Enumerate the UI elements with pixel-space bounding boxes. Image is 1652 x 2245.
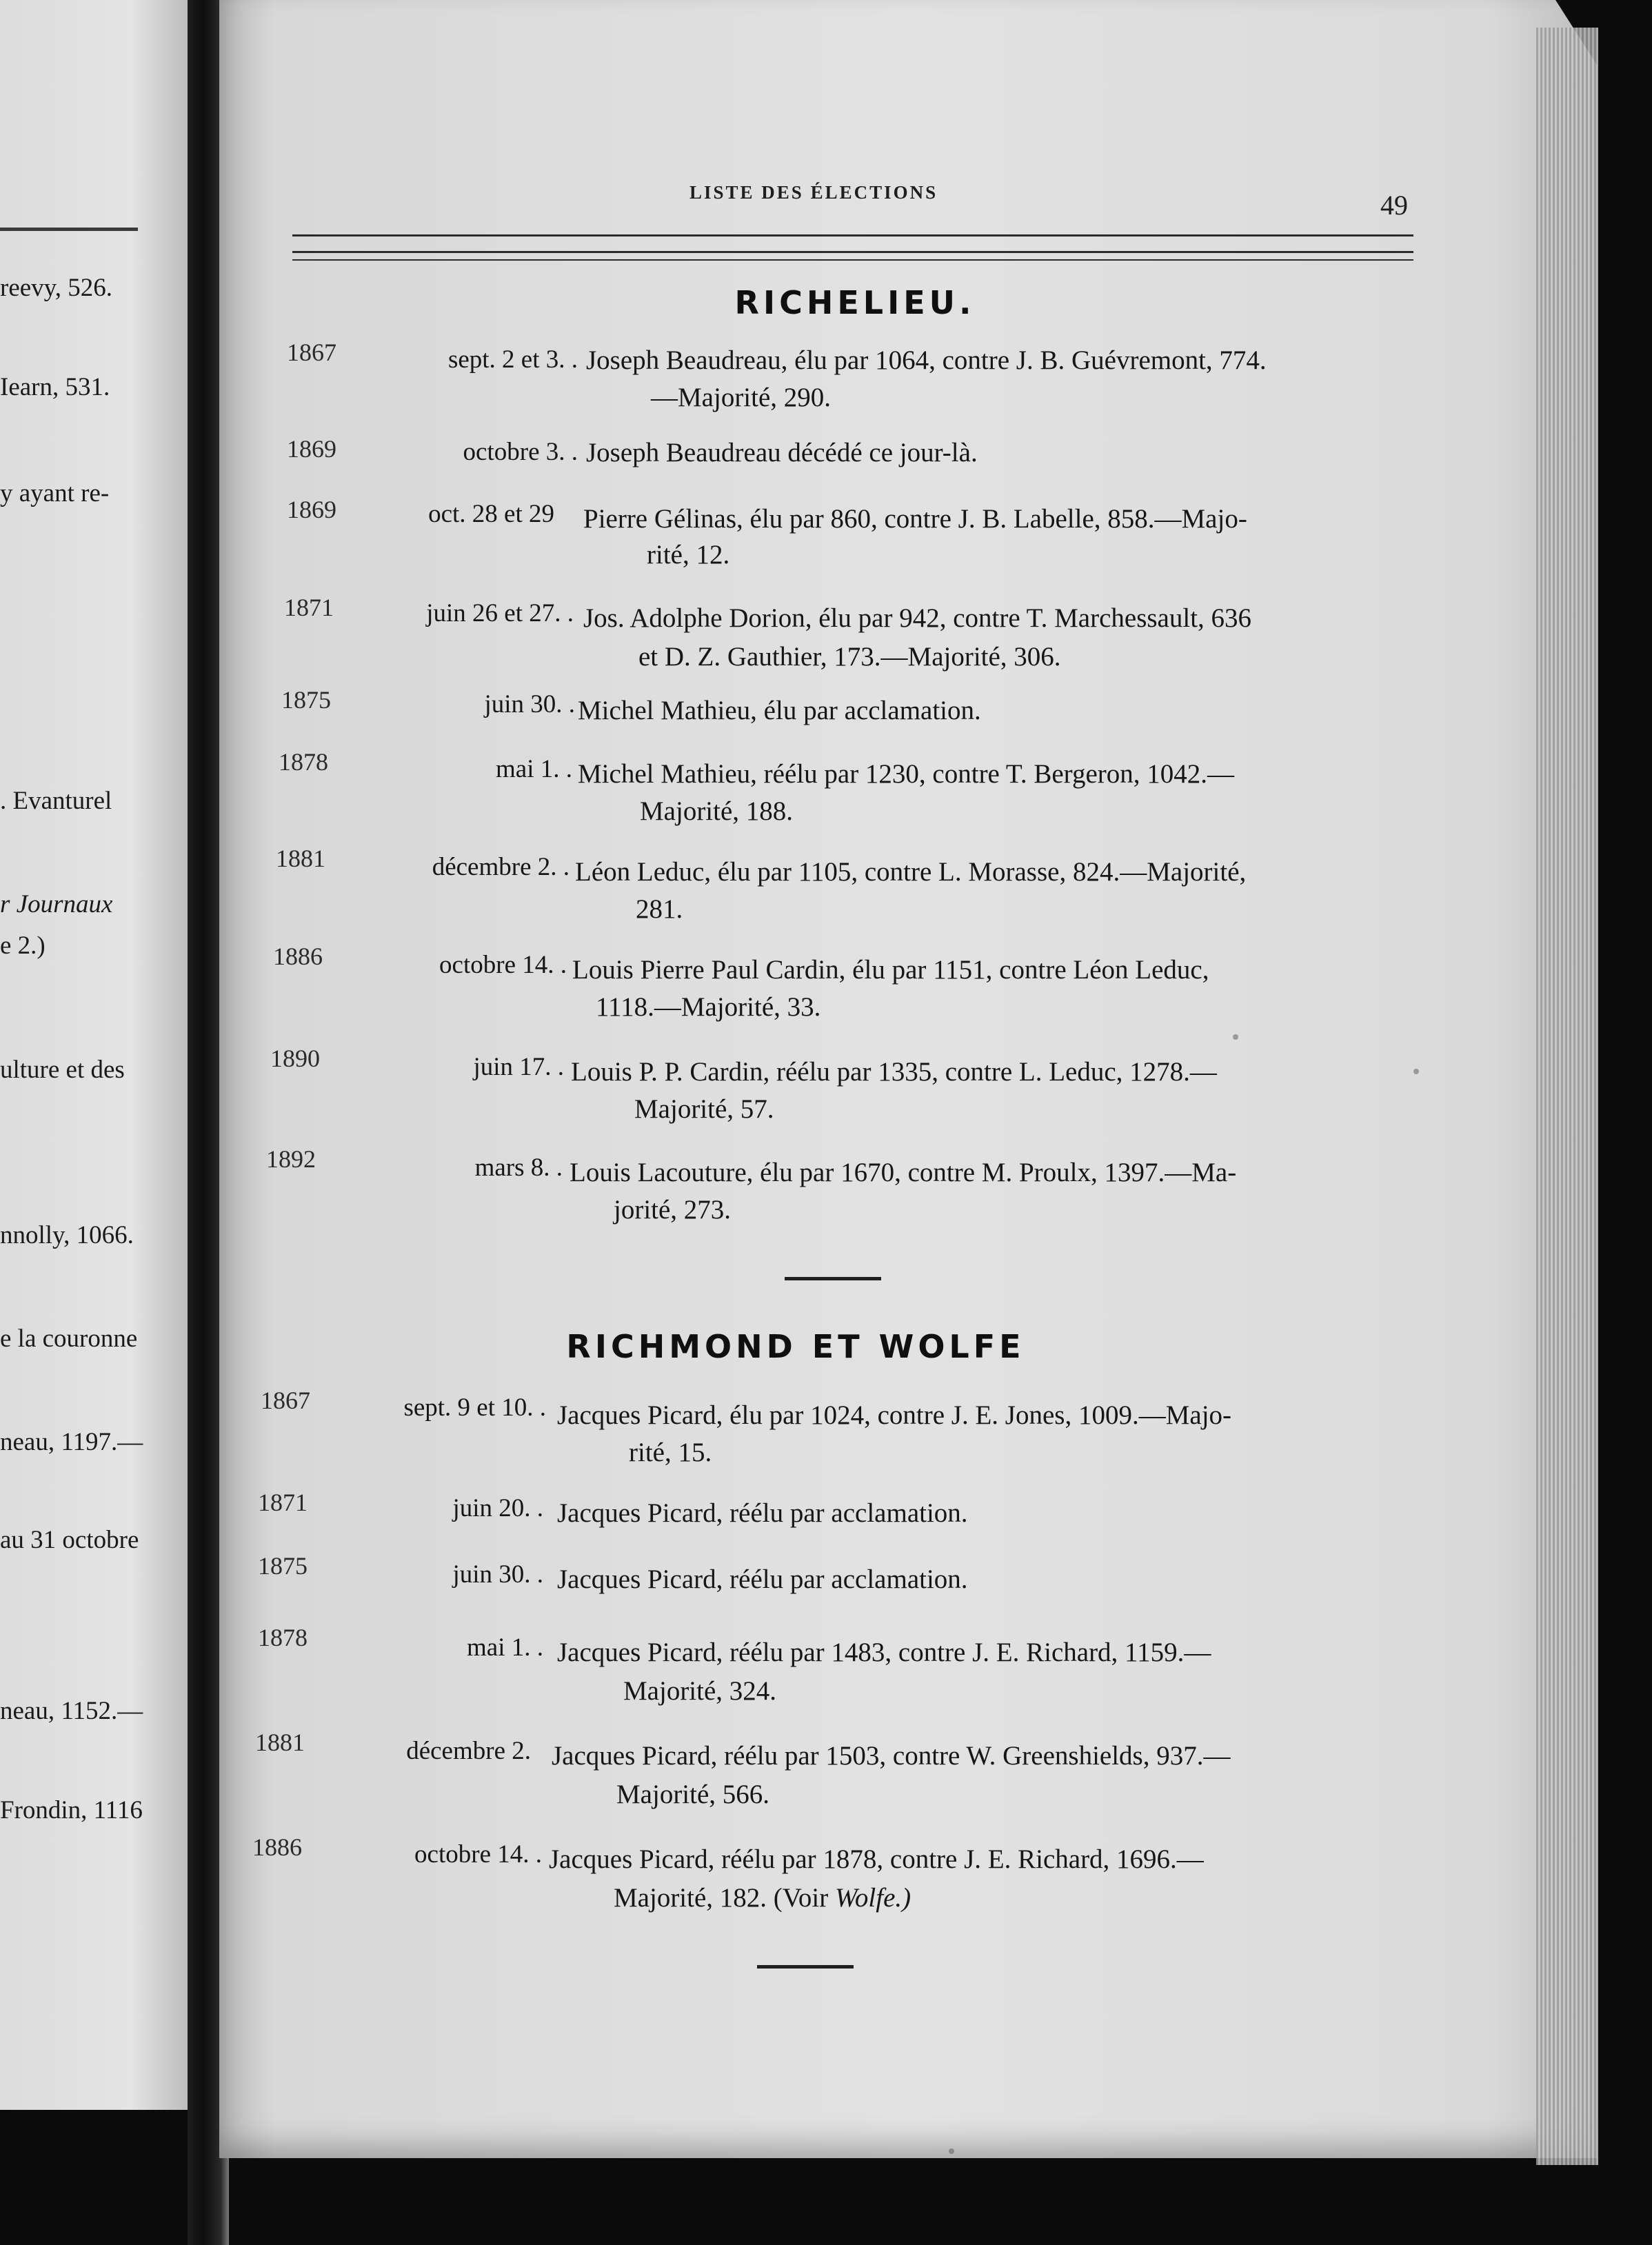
entry-date: mars 8. . xyxy=(474,1154,563,1182)
election-entry xyxy=(0,1145,1597,1227)
entry-text: Joseph Beaudreau, élu par 1064, contre J. B. Guévremont, 774. xyxy=(586,345,1267,375)
entry-year: 1871 xyxy=(258,1489,308,1516)
entry-year: 1871 xyxy=(284,594,334,621)
entry-text-continued: 1118.—Majorité, 33. xyxy=(596,992,821,1022)
entry-text-continued: Majorité, 188. xyxy=(640,796,794,826)
left-page-rule xyxy=(0,228,138,231)
election-entry xyxy=(0,338,1597,421)
left-page-line: e la couronne xyxy=(0,1325,138,1353)
entry-date: juin 20. . xyxy=(452,1494,543,1522)
entry-date: octobre 14. . xyxy=(439,951,567,979)
scan-speck xyxy=(1413,1069,1419,1074)
entry-text: Louis Lacouture, élu par 1670, contre M. Proulx, 1397.—Ma- xyxy=(570,1158,1237,1187)
entry-year: 1869 xyxy=(287,435,336,463)
election-entry xyxy=(0,1833,1597,1915)
entry-year: 1867 xyxy=(261,1387,310,1414)
entry-text: Léon Leduc, élu par 1105, contre L. Morasse, 824.—Majorité, xyxy=(575,857,1247,887)
entry-text: Louis P. P. Cardin, réélu par 1335, contre L. Leduc, 1278.— xyxy=(571,1057,1217,1087)
left-page-line: reevy, 526. xyxy=(0,274,113,302)
entry-year: 1890 xyxy=(270,1045,320,1072)
left-page-line: nnolly, 1066. xyxy=(0,1221,134,1249)
entry-text-continued: jorité, 273. xyxy=(614,1195,732,1225)
election-entry xyxy=(0,1728,1597,1811)
election-entry xyxy=(0,1044,1597,1127)
entry-text-continued: et D. Z. Gauthier, 173.—Majorité, 306. xyxy=(638,642,1061,672)
entry-date: juin 30. . xyxy=(484,690,575,718)
entry-text: Jacques Picard, élu par 1024, contre J. E. Jones, 1009.—Majo- xyxy=(557,1400,1232,1430)
entry-text: Michel Mathieu, réélu par 1230, contre T. Bergeron, 1042.— xyxy=(578,759,1234,789)
left-page-line: . Evanturel xyxy=(0,787,112,815)
election-entry xyxy=(0,1386,1597,1469)
entry-year: 1886 xyxy=(273,943,323,970)
election-entry xyxy=(0,844,1597,927)
left-page-line: neau, 1152.— xyxy=(0,1697,143,1725)
entry-text: Jacques Picard, réélu par acclamation. xyxy=(557,1498,968,1528)
entry-year: 1881 xyxy=(276,845,325,872)
entry-text-continued xyxy=(614,1882,911,1913)
left-page-line: neau, 1197.— xyxy=(0,1428,143,1456)
left-page-line: Frondin, 1116 xyxy=(0,1796,143,1824)
election-entry xyxy=(0,495,1597,578)
entry-text: Jacques Picard, réélu par 1878, contre J. E. Richard, 1696.— xyxy=(549,1844,1204,1874)
left-page-line: au 31 octobre xyxy=(0,1526,139,1554)
scan-speck xyxy=(1233,1034,1238,1040)
entry-year: 1886 xyxy=(252,1833,302,1861)
entry-text: Michel Mathieu, élu par acclamation. xyxy=(578,696,981,725)
entry-text-continued: rité, 15. xyxy=(629,1438,712,1467)
header-rule xyxy=(292,234,1413,236)
election-entry xyxy=(0,942,1597,1025)
running-title: LISTE DES ÉLECTIONS xyxy=(689,182,938,203)
entry-text-plain: Majorité, 182. (Voir xyxy=(614,1883,829,1913)
entry-year: 1878 xyxy=(279,748,328,776)
entry-year: 1878 xyxy=(258,1624,308,1651)
entry-text: Jacques Picard, réélu par 1483, contre J. E. Richard, 1159.— xyxy=(557,1638,1211,1667)
entry-text-italic: Wolfe.) xyxy=(835,1883,911,1913)
entry-year: 1867 xyxy=(287,339,336,366)
left-page-line: e 2.) xyxy=(0,932,46,960)
page-number: 49 xyxy=(1380,190,1408,221)
entry-year: 1881 xyxy=(255,1729,305,1756)
entry-date: octobre 14. . xyxy=(414,1840,542,1869)
entry-text: Pierre Gélinas, élu par 860, contre J. B. Labelle, 858.—Majo- xyxy=(583,504,1247,534)
header-rule xyxy=(292,259,1413,261)
election-entry xyxy=(0,593,1597,676)
entry-date: mai 1. . xyxy=(467,1633,543,1662)
entry-date: mai 1. . xyxy=(496,755,572,783)
entry-text-continued: rité, 12. xyxy=(647,540,730,570)
entry-text: Jacques Picard, réélu par 1503, contre W. Greenshields, 937.— xyxy=(552,1741,1231,1771)
entry-date: juin 17. . xyxy=(473,1053,564,1081)
election-entry xyxy=(0,1623,1597,1706)
entry-text-continued: 281. xyxy=(636,894,683,924)
entry-text-continued: Majorité, 324. xyxy=(623,1676,777,1706)
entry-text: Jacques Picard, réélu par acclamation. xyxy=(557,1564,968,1594)
election-entry xyxy=(0,747,1597,830)
entry-year: 1875 xyxy=(281,686,331,714)
election-entry xyxy=(0,1551,1597,1634)
entry-year: 1869 xyxy=(287,496,336,523)
entry-year: 1875 xyxy=(258,1552,308,1580)
entry-text: Jos. Adolphe Dorion, élu par 942, contre T. Marchessault, 636 xyxy=(583,603,1252,633)
entry-text: Louis Pierre Paul Cardin, élu par 1151, contre Léon Leduc, xyxy=(572,955,1209,985)
entry-date: sept. 9 et 10. . xyxy=(403,1393,546,1422)
section-title: RICHMOND ET WOLFE xyxy=(566,1328,1025,1365)
header-rule xyxy=(292,251,1413,253)
entry-date: décembre 2. xyxy=(406,1737,531,1765)
entry-text: Joseph Beaudreau décédé ce jour-là. xyxy=(586,438,978,467)
left-page-line: ulture et des xyxy=(0,1056,125,1084)
entry-text-continued: Majorité, 57. xyxy=(634,1094,774,1124)
entry-date: décembre 2. . xyxy=(432,853,570,881)
section-separator xyxy=(785,1277,881,1280)
entry-date: sept. 2 et 3. . xyxy=(447,345,578,374)
entry-text-continued: Majorité, 566. xyxy=(616,1780,770,1809)
section-separator xyxy=(757,1965,854,1969)
entry-date: octobre 3. . xyxy=(463,438,578,466)
entry-year: 1892 xyxy=(266,1145,316,1173)
left-page-line: y ayant re- xyxy=(0,479,110,507)
entry-date: juin 26 et 27. . xyxy=(426,599,574,627)
entry-date: juin 30. . xyxy=(452,1560,543,1589)
entry-text-continued: —Majorité, 290. xyxy=(651,383,832,412)
section-title: RICHELIEU. xyxy=(734,284,976,321)
left-page-line: r Journaux xyxy=(0,890,113,918)
entry-date: oct. 28 et 29 xyxy=(428,500,554,528)
scan-speck xyxy=(949,2148,954,2154)
left-page-line: Iearn, 531. xyxy=(0,373,110,401)
